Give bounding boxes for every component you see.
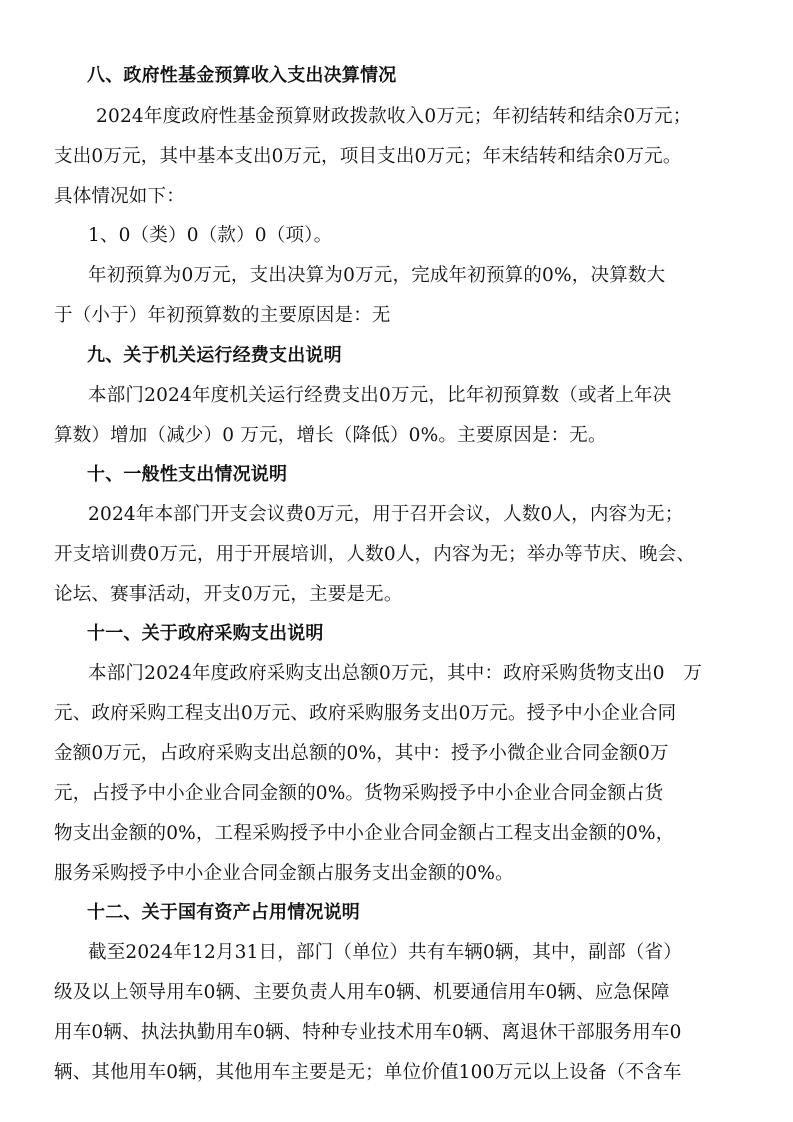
section-8-paragraph-line: 具体情况如下：	[54, 186, 185, 207]
section-8-paragraph-line: 支出0万元，其中基本支出0万元，项目支出0万元；年末结转和结余0万元。	[54, 146, 682, 167]
section-10-paragraph-line: 2024年本部门开支会议费0万元，用于召开会议，人数0人，内容为无；	[88, 504, 684, 525]
section-12-paragraph-line: 辆、其他用车0辆，其他用车主要是无；单位价值100万元以上设备（不含车	[54, 1062, 682, 1083]
section-8-paragraph-line: 2024年度政府性基金预算财政拨款收入0万元；年初结转和结余0万元；	[96, 106, 692, 127]
section-9-paragraph-line: 算数）增加（减少）0 万元，增长（降低）0%。主要原因是：无。	[54, 425, 607, 446]
section-12-heading: 十二、关于国有资产占用情况说明	[87, 902, 360, 923]
section-10-heading: 十、一般性支出情况说明	[87, 464, 288, 485]
section-8-heading: 八、政府性基金预算收入支出决算情况	[87, 65, 397, 86]
section-10-paragraph-line: 论坛、赛事活动，开支0万元，主要是无。	[54, 584, 403, 605]
section-10-paragraph-line: 开支培训费0万元，用于开展培训，人数0人，内容为无；举办等节庆、晚会、	[54, 544, 696, 565]
section-11-heading: 十一、关于政府采购支出说明	[87, 623, 324, 644]
section-12-paragraph-line: 用车0辆、执法执勤用车0辆、特种专业技术用车0辆、离退休干部服务用车0	[54, 1022, 682, 1043]
section-8-item-line: 1、0（类）0（款）0（项）。	[88, 225, 333, 246]
section-11-paragraph-line: 本部门2024年度政府采购支出总额0万元，其中：政府采购货物支出0 万	[88, 663, 703, 684]
section-8-paragraph-line: 于（小于）年初预算数的主要原因是：无	[54, 305, 391, 326]
section-11-paragraph-line: 元、政府采购工程支出0万元、政府采购服务支出0万元。授予中小企业合同	[54, 703, 677, 724]
section-11-paragraph-line: 金额0万元，占政府采购支出总额的0%，其中：授予小微企业合同金额0万	[54, 743, 669, 764]
section-11-paragraph-line: 物支出金额的0%，工程采购授予中小企业合同金额占工程支出金额的0%，	[54, 823, 675, 844]
section-11-paragraph-line: 元，占授予中小企业合同金额的0%。货物采购授予中小企业合同金额占货	[54, 783, 664, 804]
section-8-paragraph-line: 年初预算为0万元，支出决算为0万元，完成年初预算的0%，决算数大	[88, 265, 666, 286]
section-12-paragraph-line: 级及以上领导用车0辆、主要负责人用车0辆、机要通信用车0辆、应急保障	[54, 982, 670, 1003]
section-12-paragraph-line: 截至2024年12月31日，部门（单位）共有车辆0辆，其中，副部（省）	[88, 942, 682, 963]
section-9-heading: 九、关于机关运行经费支出说明	[87, 345, 342, 366]
section-9-paragraph-line: 本部门2024年度机关运行经费支出0万元，比年初预算数（或者上年决	[88, 385, 672, 406]
section-11-paragraph-line: 服务采购授予中小企业合同金额占服务支出金额的0%。	[54, 863, 514, 884]
